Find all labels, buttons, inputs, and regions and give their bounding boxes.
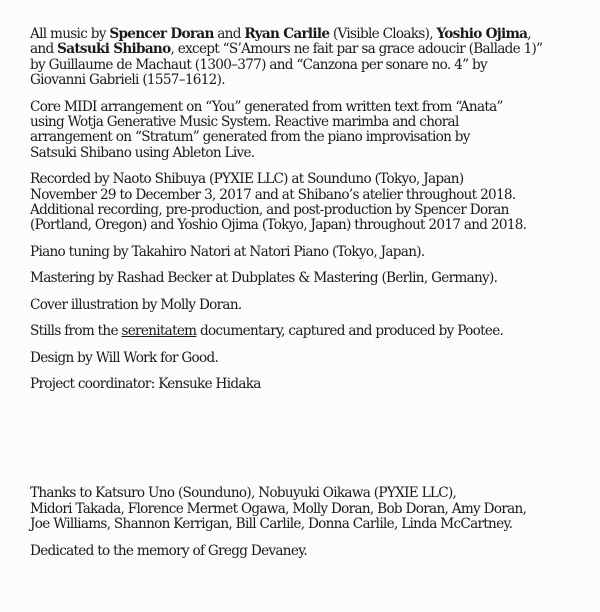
text-segment: arrangement on “Stratum” generated from the piano improvisation by — [30, 129, 470, 146]
text-line — [30, 203, 594, 218]
paragraph-recording-credits — [30, 172, 594, 234]
paragraph-project-coordinator — [30, 377, 594, 392]
text-line — [30, 73, 594, 88]
text-segment: All music by — [30, 26, 110, 42]
text-line — [30, 298, 594, 313]
artist-name-bold: Ryan Carlile — [244, 26, 330, 42]
text-segment: (Portland, Oregon) and Yoshio Ojima (Tokyo, Japan) throughout 2017 and 2018. — [30, 217, 527, 234]
credits-footer-block — [30, 486, 594, 559]
paragraph-piano-tuning — [30, 245, 594, 260]
text-line — [30, 27, 594, 42]
text-segment: using Wotja Generative Music System. Reactive marimba and choral — [30, 114, 459, 131]
text-segment: Design by Will Work for Good. — [30, 349, 219, 366]
text-segment: and — [30, 41, 58, 58]
text-line — [30, 172, 594, 187]
text-segment: Additional recording, pre-production, and post-production by Spencer Doran — [30, 202, 509, 219]
credits-main-block — [30, 27, 594, 392]
underlined-title: serenitatem — [121, 323, 197, 340]
text-segment: , — [527, 26, 531, 42]
text-line — [30, 115, 594, 130]
text-segment: Midori Takada, Florence Mermet Ogawa, Molly Doran, Bob Doran, Amy Doran, — [30, 500, 527, 517]
paragraph-design — [30, 351, 594, 366]
text-line — [30, 100, 594, 115]
text-line — [30, 188, 594, 203]
text-segment: Project coordinator: Kensuke Hidaka — [30, 375, 261, 392]
text-line — [30, 324, 594, 339]
text-segment: , except “S’Amours ne fait par sa grace adoucir (Ballade 1)” — [170, 41, 543, 58]
text-segment: Joe Williams, Shannon Kerrigan, Bill Carlile, Donna Carlile, Linda McCartney. — [30, 516, 513, 533]
text-segment: by Guillaume de Machaut (1300–377) and “Canzona per sonare no. 4” by — [30, 56, 487, 73]
text-line — [30, 42, 594, 57]
text-segment: Giovanni Gabrieli (1557–1612). — [30, 72, 225, 89]
text-line — [30, 351, 594, 366]
text-line — [30, 517, 594, 532]
text-line — [30, 146, 594, 161]
artist-name-bold: Yoshio Ojima — [436, 26, 528, 42]
text-line — [30, 58, 594, 73]
paragraph-cover-illustration — [30, 298, 594, 313]
text-segment: documentary, captured and produced by Pootee. — [196, 323, 504, 340]
text-line — [30, 218, 594, 233]
text-line — [30, 377, 594, 392]
text-segment: Stills from the — [30, 323, 122, 340]
text-line — [30, 245, 594, 260]
text-segment: Dedicated to the memory of Gregg Devaney. — [30, 542, 307, 559]
text-line — [30, 502, 594, 517]
paragraph-stills — [30, 324, 594, 339]
paragraph-thanks — [30, 486, 594, 532]
text-segment: (Visible Cloaks), — [329, 26, 437, 42]
text-segment: and — [213, 26, 245, 42]
text-line — [30, 130, 594, 145]
text-segment: November 29 to December 3, 2017 and at Shibano’s atelier throughout 2018. — [30, 186, 516, 203]
text-segment: Core MIDI arrangement on “You” generated from written text from “Anata” — [30, 98, 503, 115]
text-line — [30, 544, 594, 559]
paragraph-dedication — [30, 544, 594, 559]
artist-name-bold: Spencer Doran — [109, 26, 214, 42]
text-line — [30, 271, 594, 286]
text-segment: Mastering by Rashad Becker at Dubplates & Mastering (Berlin, Germany). — [30, 270, 498, 287]
text-segment: Piano tuning by Takahiro Natori at Natori Piano (Tokyo, Japan). — [30, 243, 425, 260]
text-segment: Recorded by Naoto Shibuya (PYXIE LLC) at Sounduno (Tokyo, Japan) — [30, 171, 464, 188]
text-line — [30, 486, 594, 501]
paragraph-mastering — [30, 271, 594, 286]
text-segment: Satsuki Shibano using Ableton Live. — [30, 144, 255, 161]
text-segment: Thanks to Katsuro Uno (Sounduno), Nobuyuki Oikawa (PYXIE LLC), — [30, 485, 457, 502]
artist-name-bold: Satsuki Shibano — [57, 41, 171, 58]
paragraph-music-credits — [30, 27, 594, 89]
paragraph-midi-arrangement — [30, 100, 594, 162]
text-segment: Cover illustration by Molly Doran. — [30, 296, 242, 313]
